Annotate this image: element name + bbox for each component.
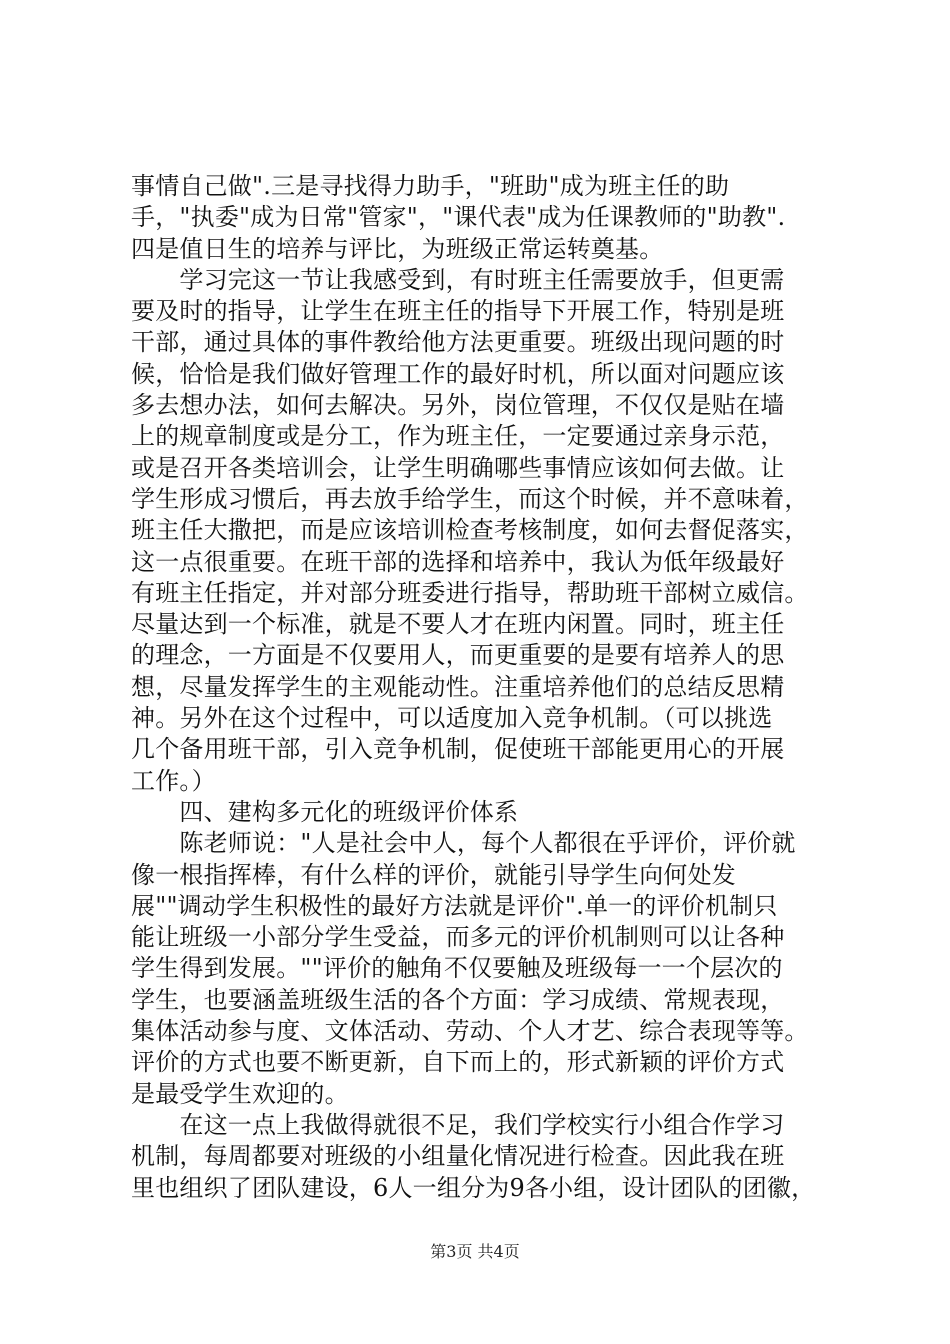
text-line: 展""调动学生积极性的最好方法就是评价".单一的评价机制只 bbox=[131, 891, 778, 920]
text-line: 班主任大撒把，而是应该培训检查考核制度，如何去督促落实， bbox=[131, 516, 809, 545]
text-line: 是最受学生欢迎的。 bbox=[131, 1079, 349, 1108]
text-line: 神。另外在这个过程中，可以适度加入竞争机制。（可以挑选 bbox=[131, 704, 773, 733]
text-line: 四、建构多元化的班级评价体系 bbox=[131, 797, 519, 826]
text-line: 评价的方式也要不断更新，自下而上的，形式新颖的评价方式 bbox=[131, 1048, 785, 1077]
page-footer: 第3页 共4页 bbox=[430, 1242, 520, 1261]
text-line: 的理念，一方面是不仅要用人，而更重要的是要有培养人的思 bbox=[131, 641, 785, 670]
text-line: 或是召开各类培训会，让学生明确哪些事情应该如何去做。让 bbox=[131, 453, 785, 482]
text-line: 事情自己做".三是寻找得力助手，"班助"成为班主任的助 bbox=[131, 172, 730, 200]
text-line: 机制，每周都要对班级的小组量化情况进行检查。因此我在班 bbox=[131, 1142, 785, 1171]
text-line: 集体活动参与度、文体活动、劳动、个人才艺、综合表现等等。 bbox=[131, 1017, 809, 1046]
text-line: 工作。） bbox=[131, 766, 216, 795]
text-line: 像一根指挥棒，有什么样的评价，就能引导学生向何处发 bbox=[131, 860, 736, 889]
text-line: 尽量达到一个标准，就是不要人才在班内闲置。同时，班主任 bbox=[131, 610, 785, 639]
text-line: 里也组织了团队建设，6人一组分为9各小组，设计团队的团徽， bbox=[131, 1173, 816, 1202]
text-line: 手，"执委"成为日常"管家"，"课代表"成为任课教师的"助教". bbox=[131, 203, 786, 232]
text-line: 能让班级一小部分学生受益，而多元的评价机制则可以让各种 bbox=[131, 923, 785, 952]
text-line: 候，恰恰是我们做好管理工作的最好时机，所以面对问题应该 bbox=[131, 359, 785, 388]
text-line: 学生形成习惯后，再去放手给学生，而这个时候，并不意味着， bbox=[131, 484, 809, 513]
text-line: 要及时的指导，让学生在班主任的指导下开展工作，特别是班 bbox=[131, 297, 785, 326]
text-line: 四是值日生的培养与评比，为班级正常运转奠基。 bbox=[131, 234, 664, 263]
text-line: 学生，也要涵盖班级生活的各个方面：学习成绩、常规表现， bbox=[131, 985, 785, 1014]
text-line: 干部，通过具体的事件教给他方法更重要。班级出现问题的时 bbox=[131, 328, 785, 357]
text-line: 陈老师说："人是社会中人，每个人都很在乎评价，评价就 bbox=[131, 829, 796, 858]
text-line: 有班主任指定，并对部分班委进行指导，帮助班干部树立威信。 bbox=[131, 578, 809, 607]
text-line: 在这一点上我做得就很不足，我们学校实行小组合作学习 bbox=[131, 1110, 785, 1139]
text-line: 多去想办法，如何去解决。另外，岗位管理，不仅仅是贴在墙 bbox=[131, 391, 785, 420]
text-line: 上的规章制度或是分工，作为班主任，一定要通过亲身示范， bbox=[131, 422, 785, 451]
document-body bbox=[131, 171, 851, 1204]
text-line: 学习完这一节让我感受到，有时班主任需要放手，但更需 bbox=[131, 265, 785, 294]
text-line: 想，尽量发挥学生的主观能动性。注重培养他们的总结反思精 bbox=[131, 672, 785, 701]
text-line: 这一点很重要。在班干部的选择和培养中，我认为低年级最好 bbox=[131, 547, 785, 576]
text-line: 几个备用班干部，引入竞争机制，促使班干部能更用心的开展 bbox=[131, 735, 785, 764]
text-line: 学生得到发展。""评价的触角不仅要触及班级每一一个层次的 bbox=[131, 954, 783, 983]
